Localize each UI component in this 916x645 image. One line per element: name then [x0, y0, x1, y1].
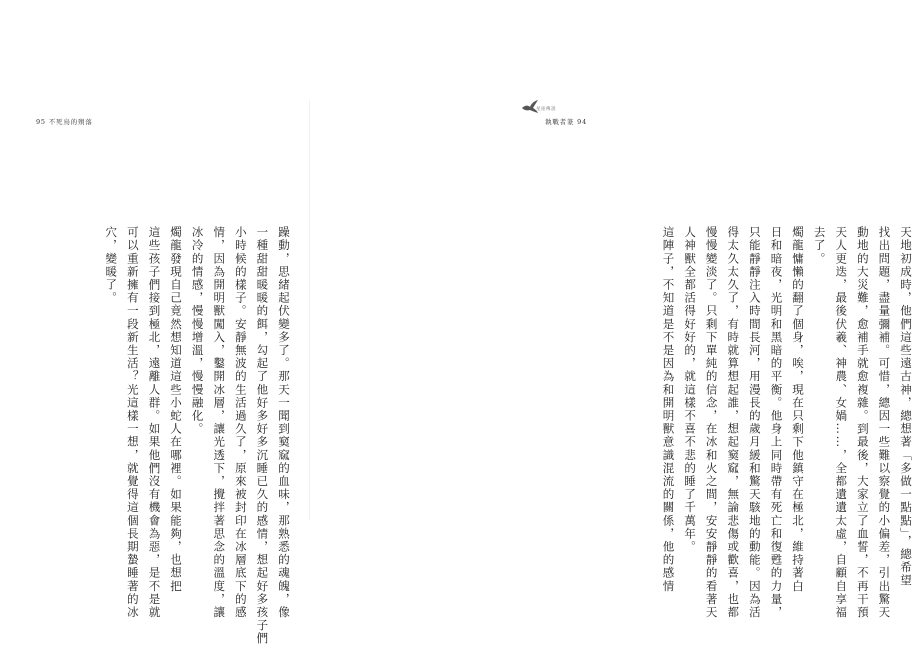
- left-page-body-text: 躁動，思緒起伏變多了。那天一聞到窫窳的血味，那熟悉的魂魄，像 一種甜甜暖暖的餌，勾起了他好多好多沉睡已久的感情，想起好多孩子們 小時候的樣子。安靜無波的生活過久了，原來被封印在冰層底下的感 情，因為開明獸闖入，鑿開冰層，讓光透下，攪拌著思念的溫度，讓 冰冷的情感，慢慢增溫，慢慢融化。 燭龍發現自己竟然想知道這些小蛇人在哪裡。如果能夠，也想把 這些孩子們接到極北，遠離人群。如果他們沒有機會為惡，是不是就 可以重新擁有一段新生活？光這樣一想，就覺得這個長期蟄睡著的冰 穴，變暖了。: [104, 226, 291, 645]
- right-page-body-text: 天地初成時，他們這些遠古神，總想著「多做一點點」，總希望 找出問題，盡量彌補。可惜，總因一些難以察覺的小偏差，引出驚天 動地的大災難，愈補手就愈複雜。到最後，大家立了血誓，不再干預 天人更迭，最後伏羲、神農、女媧……，全都遺遺太虛，自顧自享福 去了。 燭龍慵懶的翻了個身，唉，現在只剩下他鎮守在極北，維持著白 日和暗夜，光明和黑暗的平衡。他身上同時帶有死亡和復甦的力量， 只能靜靜注入時間長河，用漫長的歲月緩和驚天駭地的動能。因為活 得太久太久了，有時就算想起誰，想起窫窳，無論悲傷或歡喜，也都 慢慢變淡了。只剩下單純的信念，在冰和火之間，安安靜靜的看著天 人神獸全都活得好好的，就這樣不喜不悲的睡了千萬年。 這陣子，不知道是不是因為和開明獸意識混流的關係，他的感情: [661, 226, 913, 619]
- left-running-header: 95 不死鳥的殞落: [36, 118, 93, 126]
- right-series-label: 星座傳說: [536, 107, 556, 112]
- right-page: [310, 0, 913, 620]
- left-page: [0, 0, 310, 645]
- right-running-header: 執戰者篆 94: [545, 118, 587, 126]
